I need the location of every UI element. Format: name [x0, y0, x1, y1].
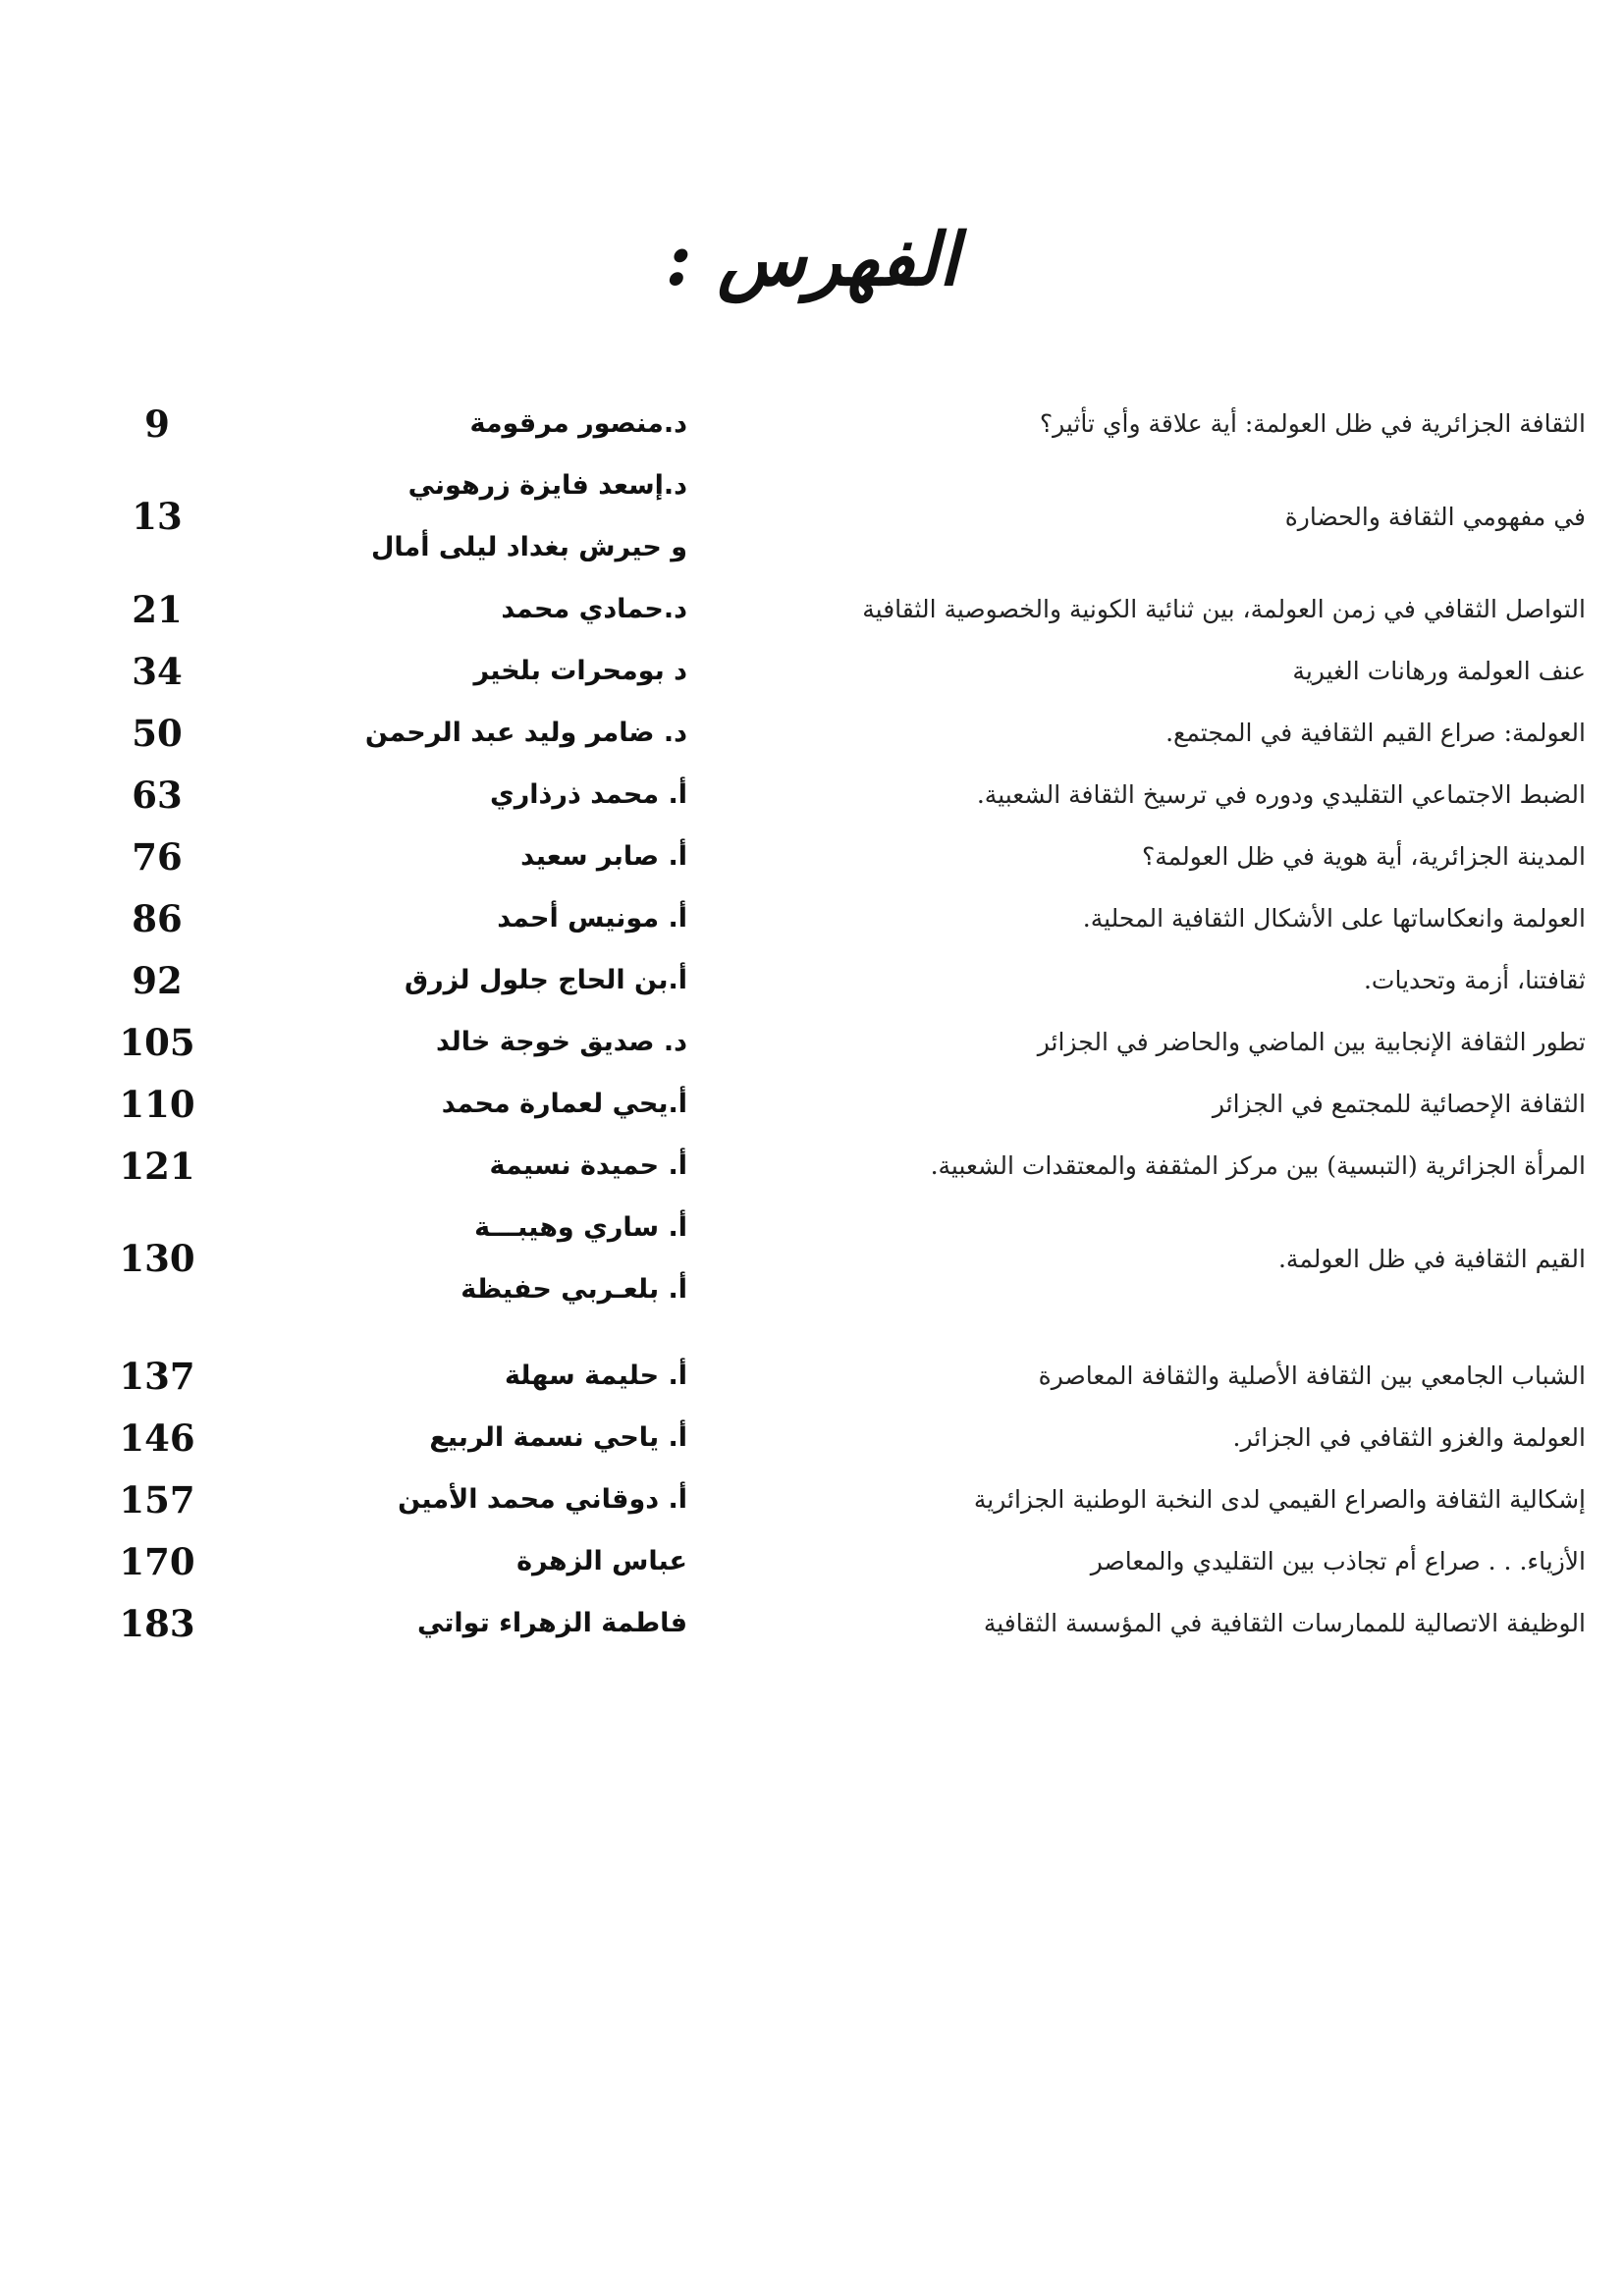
entry-page-number: 9	[144, 401, 170, 446]
entry-title	[702, 949, 1586, 1011]
entry-page-number: 76	[132, 834, 183, 879]
entry-author: أ. ياحي نسمة الربيع	[429, 1422, 687, 1453]
entry-title-line: القيم الثقافية في ظل العولمة.	[1277, 1244, 1586, 1273]
toc-entry	[39, 640, 1586, 702]
entry-title-line: الضبط الاجتماعي التقليدي ودوره في ترسيخ الثقافة الشعبية.	[976, 780, 1586, 809]
entry-page-number: 50	[132, 711, 183, 755]
entry-title	[702, 826, 1586, 887]
entry-authors	[275, 826, 702, 887]
entry-title-line: العولمة والغزو الثقافي في الجزائر.	[1232, 1423, 1586, 1452]
toc-entry	[39, 949, 1586, 1011]
toc-entry	[39, 1135, 1586, 1197]
toc-entry	[39, 454, 1586, 578]
entry-authors	[275, 887, 702, 949]
entry-authors	[275, 1073, 702, 1135]
entry-title	[702, 702, 1586, 764]
entry-authors	[275, 1135, 702, 1197]
table-of-contents	[39, 393, 1586, 1654]
toc-entry	[39, 1345, 1586, 1407]
entry-page-number: 105	[119, 1020, 195, 1064]
entry-authors	[275, 702, 702, 764]
toc-entry	[39, 1197, 1586, 1320]
entry-title	[702, 1407, 1586, 1468]
toc-entry	[39, 1011, 1586, 1073]
entry-title-line: تطور الثقافة الإنجابية بين الماضي والحاضر في الجزائر	[1037, 1028, 1586, 1056]
entry-title-line: العولمة وانعكاساتها على الأشكال الثقافية المحلية.	[1082, 904, 1586, 933]
entry-title-line: الشباب الجامعي بين الثقافة الأصلية والثقافة المعاصرة	[1038, 1362, 1586, 1390]
entry-page-number: 92	[132, 958, 183, 1002]
entry-author: أ.يحي لعمارة محمد	[441, 1089, 687, 1119]
entry-title-line: الأزياء. . . صراع أم تجاذب بين التقليدي والمعاصر	[1090, 1547, 1586, 1575]
entry-title-line: الثقافة الإحصائية للمجتمع في الجزائر	[1212, 1090, 1586, 1118]
entry-authors	[275, 1468, 702, 1530]
entry-title	[702, 578, 1586, 640]
entry-author: عباس الزهرة	[516, 1546, 687, 1576]
entry-title	[702, 1468, 1586, 1530]
entry-authors	[275, 578, 702, 640]
entry-author: أ. ساري وهيبـــة	[474, 1212, 687, 1243]
entry-page-number: 86	[132, 896, 183, 940]
entry-authors	[275, 1530, 702, 1592]
entry-page-number: 34	[132, 649, 183, 693]
entry-title	[702, 640, 1586, 702]
entry-page-number: 13	[132, 495, 183, 538]
entry-authors	[275, 454, 702, 578]
entry-author: د.منصور مرقومة	[469, 408, 687, 439]
entry-author: أ. صابر سعيد	[520, 841, 687, 872]
entry-page-number: 130	[119, 1237, 195, 1280]
entry-title-line: في مفهومي الثقافة والحضارة	[1284, 502, 1586, 531]
entry-author: أ. محمد ذرذاري	[490, 779, 687, 810]
toc-entry	[39, 578, 1586, 640]
toc-entry	[39, 1592, 1586, 1654]
toc-entry	[39, 887, 1586, 949]
entry-authors	[275, 1345, 702, 1407]
toc-entry	[39, 1073, 1586, 1135]
entry-authors	[275, 1197, 702, 1320]
entry-page-number: 183	[119, 1601, 195, 1645]
entry-title-line: ثقافتنا، أزمة وتحديات.	[1363, 966, 1586, 994]
entry-title-line: التواصل الثقافي في زمن العولمة، بين ثنائية الكونية والخصوصية الثقافية	[862, 595, 1586, 623]
entry-title	[702, 393, 1586, 454]
entry-page-number: 137	[119, 1354, 195, 1398]
entry-author: أ. حليمة سهلة	[504, 1361, 687, 1391]
entry-page-number: 21	[132, 587, 183, 631]
entry-title	[702, 486, 1586, 548]
entry-page-number: 170	[119, 1539, 195, 1583]
entry-author: د.حمادي محمد	[501, 594, 687, 624]
entry-title-line: المرأة الجزائرية (التبسية) بين مركز المثقفة والمعتقدات الشعبية.	[930, 1151, 1586, 1180]
entry-title-line: العولمة: صراع القيم الثقافية في المجتمع.	[1165, 719, 1586, 747]
entry-title	[702, 887, 1586, 949]
entry-author: و حيرش بغداد ليلى أمال	[370, 532, 687, 562]
entry-author: أ. حميدة نسيمة	[489, 1150, 687, 1181]
entry-authors	[275, 1592, 702, 1654]
entry-title	[702, 1345, 1586, 1407]
toc-entry	[39, 702, 1586, 764]
entry-author: فاطمة الزهراء تواتي	[416, 1608, 687, 1638]
entry-page-number: 157	[119, 1477, 195, 1522]
entry-author: د بومحرات بلخير	[473, 656, 687, 686]
entry-author: د.إسعد فايزة زرهوني	[407, 470, 687, 501]
entry-page-number: 146	[119, 1415, 195, 1460]
entry-authors	[275, 949, 702, 1011]
toc-entry	[39, 393, 1586, 454]
entry-authors	[275, 1011, 702, 1073]
entry-title	[702, 1011, 1586, 1073]
entry-authors	[275, 393, 702, 454]
entry-page-number: 121	[119, 1144, 195, 1188]
entry-author: أ. دوقاني محمد الأمين	[398, 1484, 687, 1515]
entry-title-line: عنف العولمة ورهانات الغيرية	[1292, 657, 1586, 685]
entry-authors	[275, 764, 702, 826]
entry-title	[702, 1592, 1586, 1654]
entry-author: د. ضامر وليد عبد الرحمن	[364, 718, 687, 748]
entry-title	[702, 1530, 1586, 1592]
entry-title	[702, 1135, 1586, 1197]
toc-entry	[39, 1530, 1586, 1592]
toc-entry	[39, 1407, 1586, 1468]
entry-title-line: إشكالية الثقافة والصراع القيمي لدى النخبة الوطنية الجزائرية	[973, 1485, 1586, 1514]
entry-authors	[275, 640, 702, 702]
entry-author: د. صديق خوجة خالد	[435, 1027, 687, 1057]
entry-authors	[275, 1407, 702, 1468]
toc-entry	[39, 1468, 1586, 1530]
entry-title	[702, 1073, 1586, 1135]
entry-title-line: المدينة الجزائرية، أية هوية في ظل العولمة؟	[1141, 842, 1586, 871]
page-title: الفهرس :	[665, 218, 959, 302]
toc-entry	[39, 764, 1586, 826]
entry-title	[702, 1228, 1586, 1290]
entry-author: أ.بن الحاج جلول لزرق	[404, 965, 687, 995]
toc-entry	[39, 826, 1586, 887]
entry-page-number: 63	[132, 773, 183, 817]
entry-title	[702, 764, 1586, 826]
entry-title-line: الثقافة الجزائرية في ظل العولمة: أية علاقة وأي تأثير؟	[1039, 409, 1586, 438]
entry-author: أ. مونيس أحمد	[497, 903, 687, 934]
entry-author: أ. بلعـربي حفيظة	[460, 1274, 687, 1305]
entry-page-number: 110	[119, 1082, 195, 1126]
entry-title-line: الوظيفة الاتصالية للممارسات الثقافية في المؤسسة الثقافية	[983, 1609, 1586, 1637]
